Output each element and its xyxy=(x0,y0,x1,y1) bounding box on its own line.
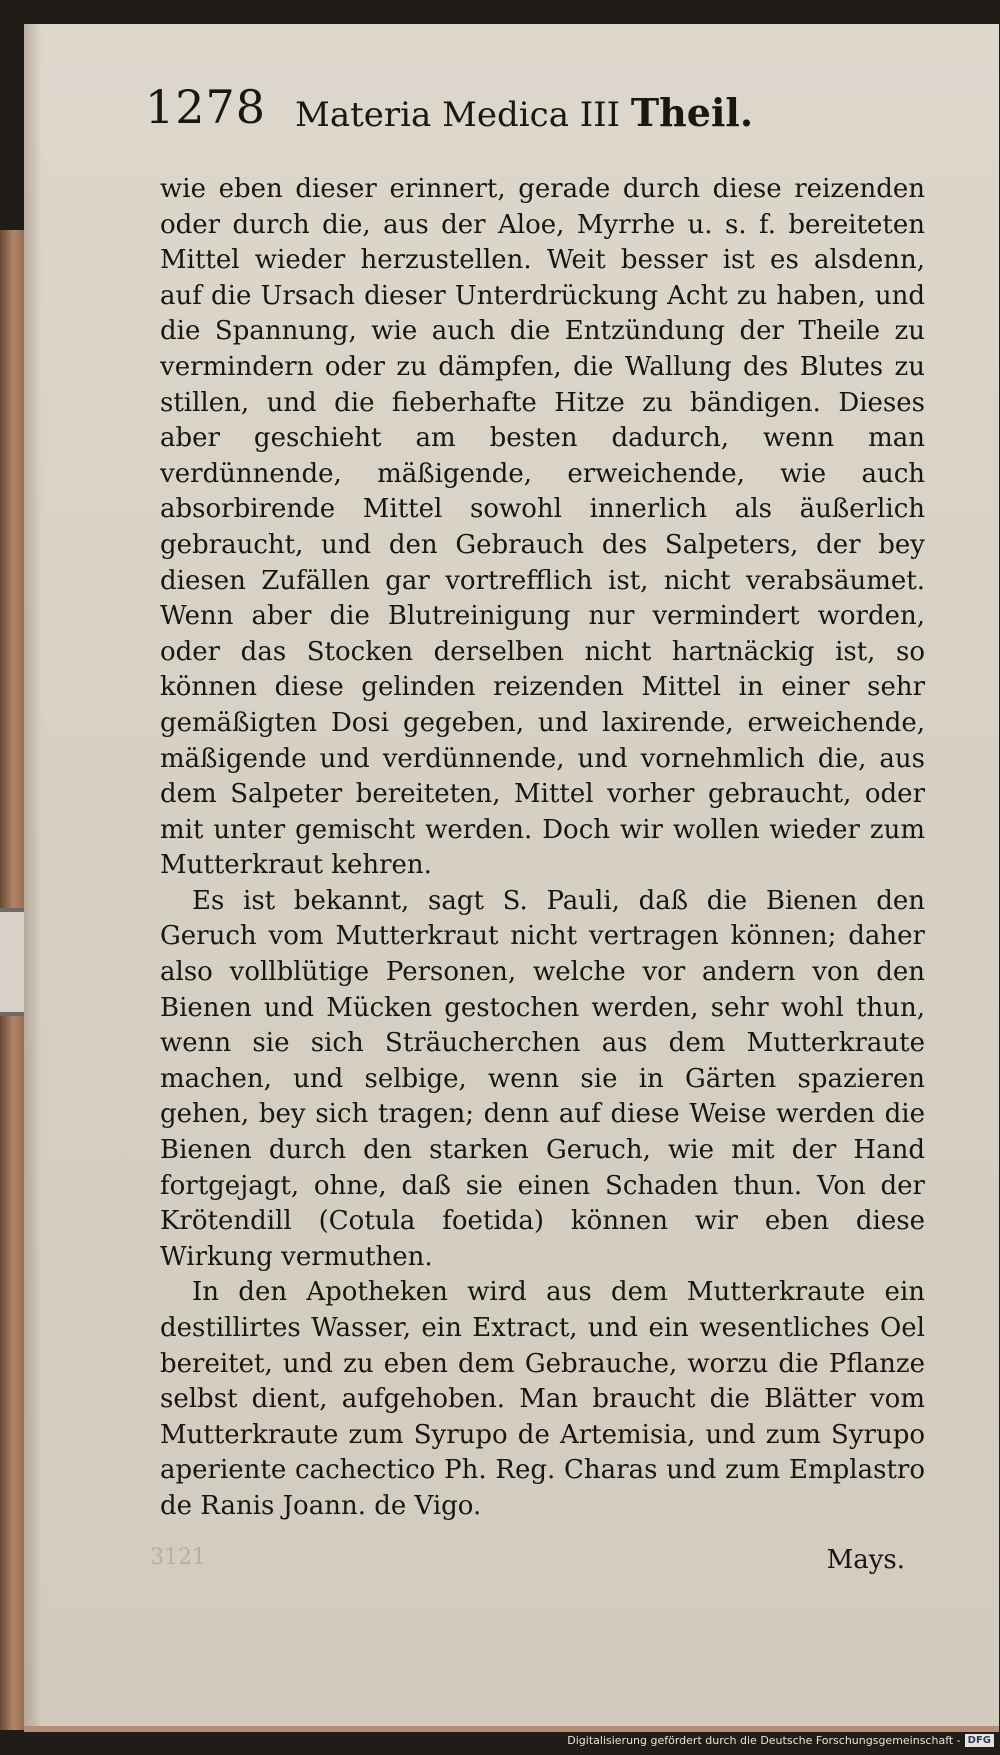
credit-text: Digitalisierung gefördert durch die Deutsche Forschungsgemeinschaft - xyxy=(567,1733,961,1747)
page-body xyxy=(160,172,925,1525)
catchword: Mays. xyxy=(826,1545,905,1575)
paragraph: In den Apotheken wird aus dem Mutterkraute ein destillirtes Wasser, ein Extract, und ein wesentliches Oel bereitet, und zu eben dem Gebrauche, worzu die Pflanze selbst dient, aufgehoben. Man braucht die Blätter vom Mutterkraute zum Syrupo de Artemisia, und zum Syrupo aperiente cachectico Ph. Reg. Charas und zum Emplastro de Ranis Joann. de Vigo. xyxy=(160,1277,925,1521)
dfg-logo: DFG xyxy=(965,1734,994,1747)
digitization-credit xyxy=(567,1729,994,1751)
page-number: 1278 xyxy=(145,80,267,134)
running-title-part: Theil. xyxy=(630,90,754,135)
running-title-text: Materia Medica III xyxy=(295,95,621,135)
running-title xyxy=(295,90,753,135)
page-header xyxy=(145,80,925,152)
paragraph: Es ist bekannt, sagt S. Pauli, daß die Bienen den Geruch vom Mutterkraut nicht vertragen können; daher also vollblütige Personen, welche vor andern von den Bienen und Mücken gestochen werden, sehr wohl thun, wenn sie sich Sträucherchen aus dem Mutterkraute machen, und selbige, wenn sie in Gärten spazieren gehen, bey sich tragen; denn auf diese Weise werden die Bienen durch den starken Geruch, wie mit der Hand fortgejagt, ohne, daß sie einen Schaden thun. Von der Krötendill (Cotula foetida) können wir eben diese Wirkung vermuthen. xyxy=(160,885,925,1272)
paragraph: wie eben dieser erinnert, gerade durch diese reizenden oder durch die, aus der Aloe, Myrrhe u. s. f. bereiteten Mittel wieder herzustellen. Weit besser ist es alsdenn, auf die Ursach dieser Unterdrückung Acht zu haben, und die Spannung, wie auch die Entzündung der Theile zu vermindern oder zu dämpfen, die Wallung des Blutes zu stillen, und die fieberhafte Hitze zu bändigen. Dieses aber geschieht am besten dadurch, wenn man verdünnende, mäßigende, erweichende, wie auch absorbirende Mittel sowohl innerlich als äußerlich gebraucht, und den Gebrauch des Salpeters, der bey diesen Zufällen gar vortrefflich ist, nicht verabsäumet. Wenn aber die Blutreinigung nur vermindert worden, oder das Stocken derselben nicht hartnäckig ist, so können diese gelinden reizenden Mittel in einer sehr gemäßigten Dosi gegeben, und laxirende, erweichende, mäßigende und verdünnende, und vornehmlich die, aus dem Salpeter bereiteten, Mittel vorher gebraucht, oder mit unter gemischt werden. Doch wir wollen wieder zum Mutterkraut kehren. xyxy=(160,174,925,881)
show-through-mark: 3121 xyxy=(150,1545,206,1570)
